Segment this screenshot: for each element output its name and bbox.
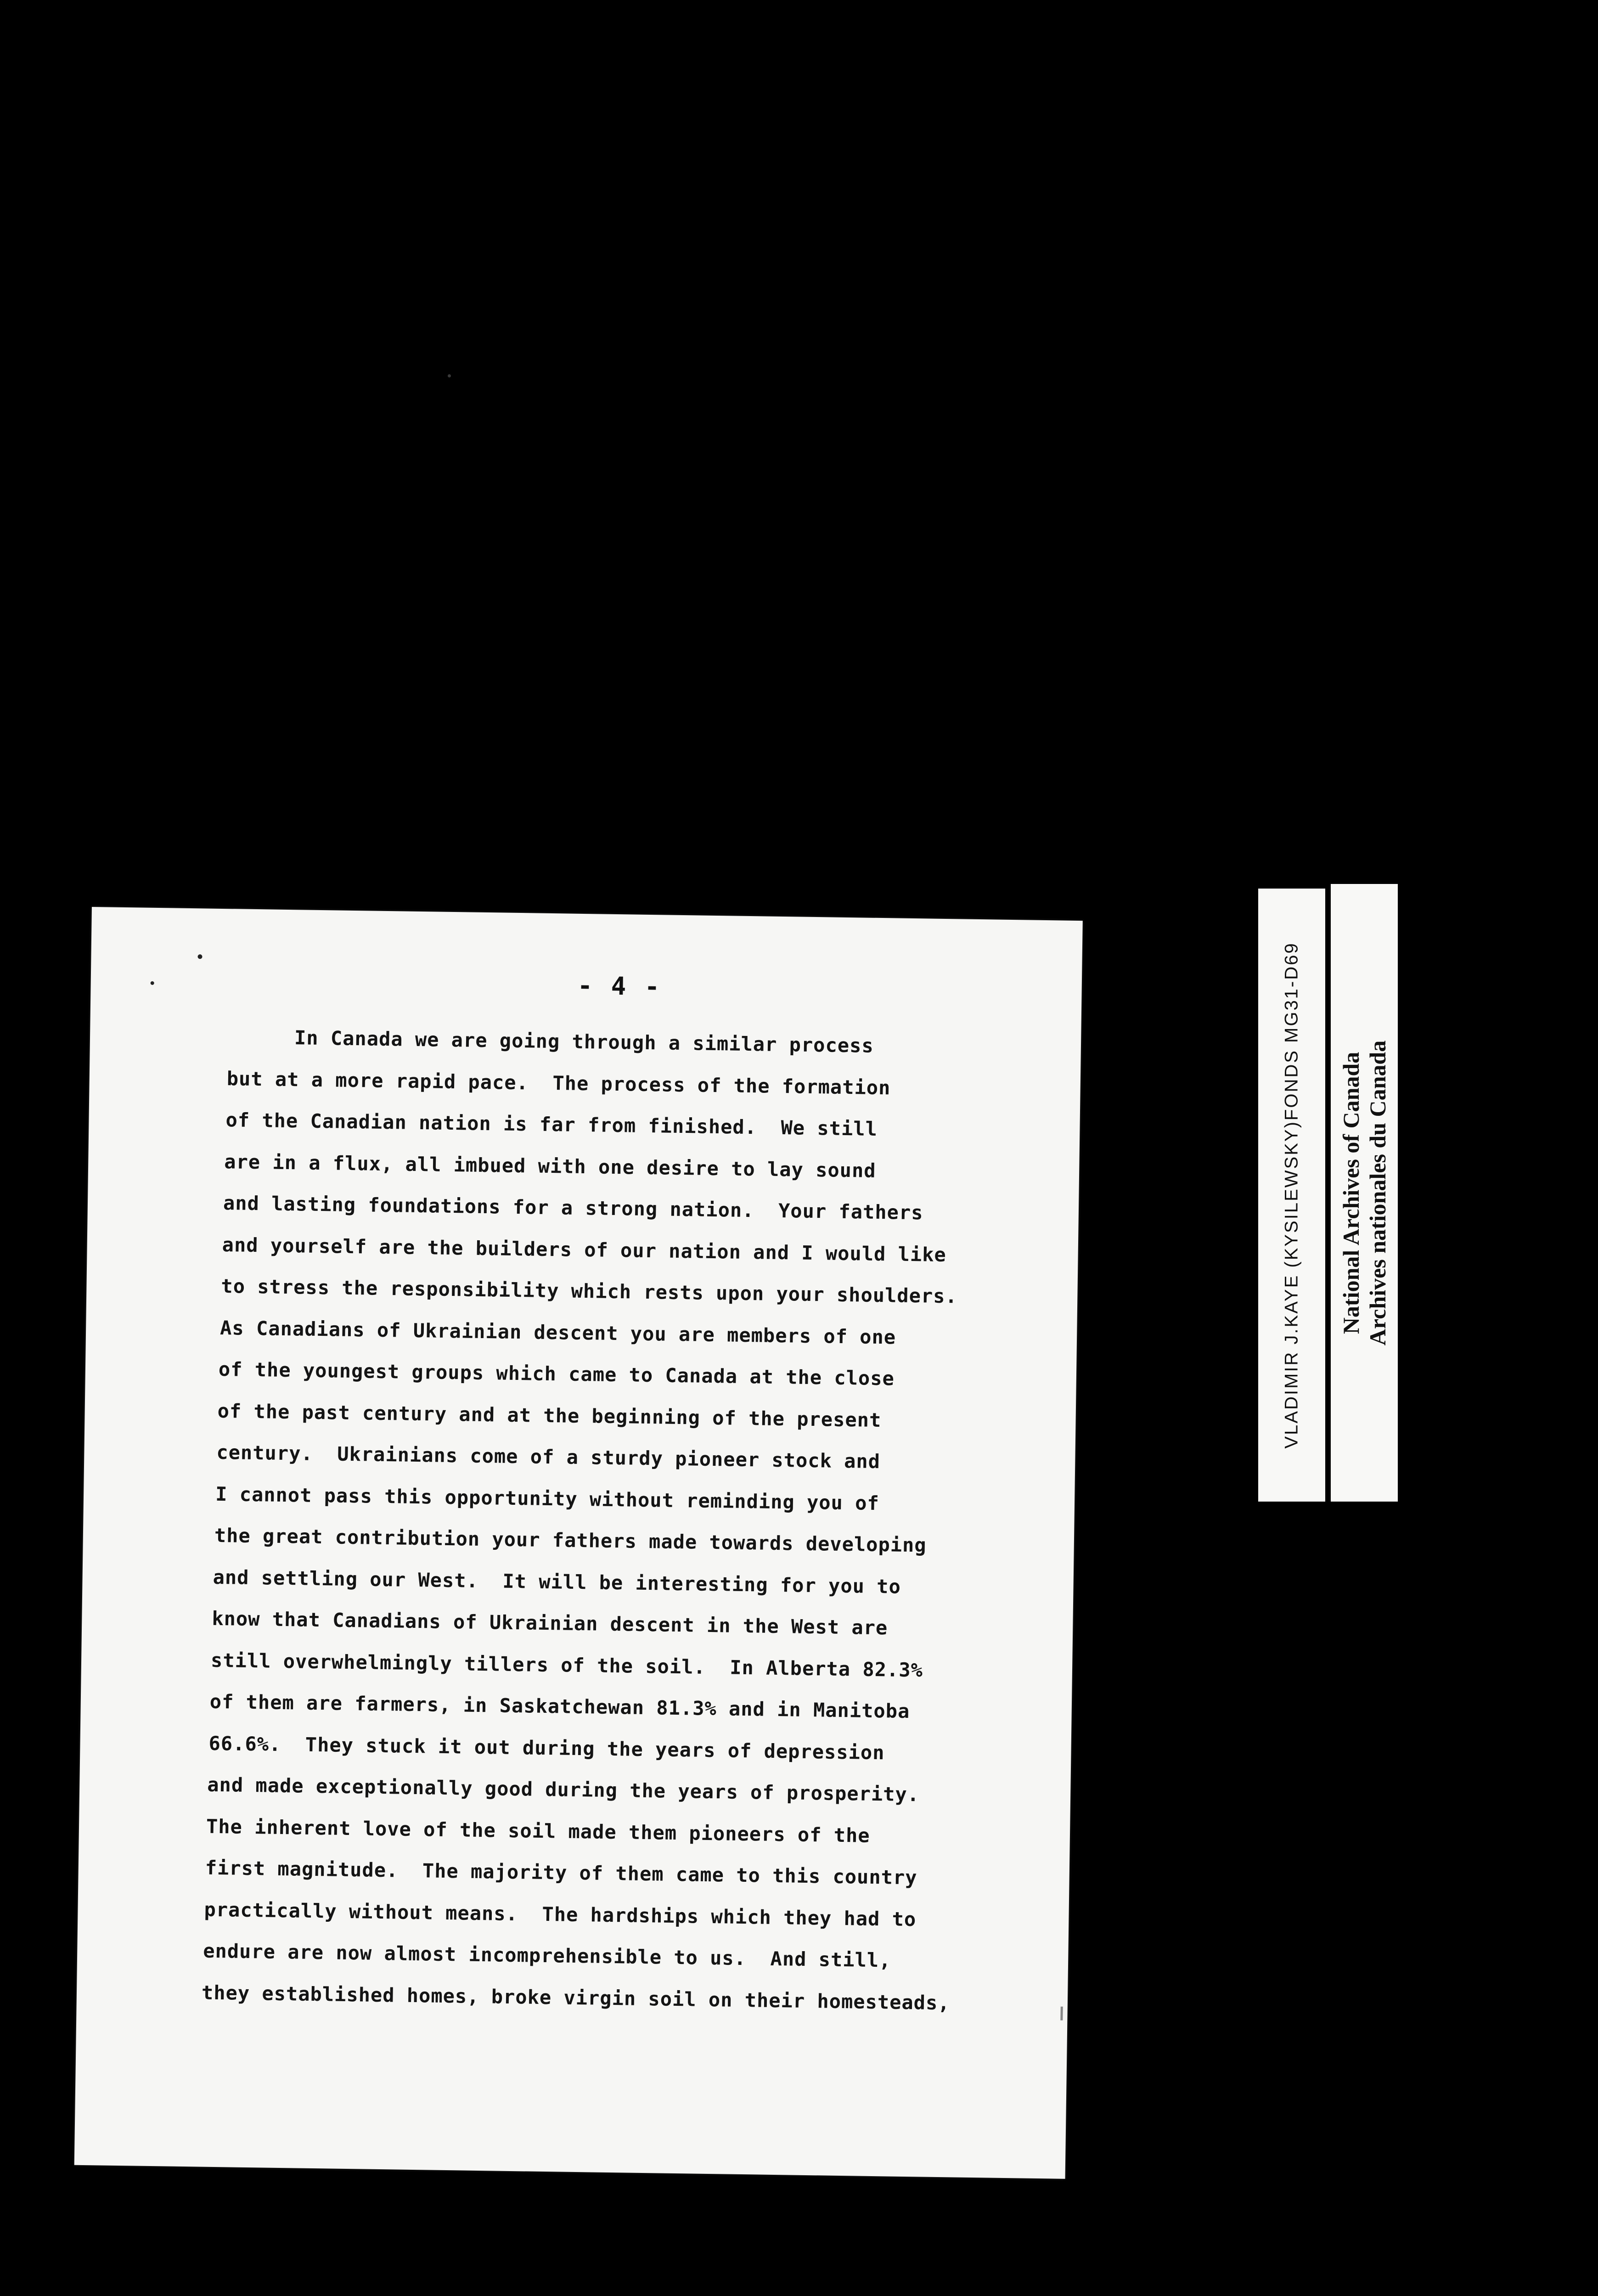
text-line: of the past century and at the beginning of the present: [217, 1399, 882, 1432]
text-line: practically without means. The hardships which they had to: [204, 1898, 917, 1931]
text-line: but at a more rapid pace. The process of the formation: [226, 1067, 891, 1099]
text-line: still overwhelmingly tillers of the soil. In Alberta 82.3%: [210, 1649, 923, 1682]
text-line: they established homes, broke virgin soil on their homesteads,: [201, 1981, 950, 2015]
text-line: the great contribution your fathers made towards developing: [214, 1524, 927, 1557]
archive-label: [1338, 1040, 1391, 1345]
document-page: [74, 907, 1083, 2179]
fonds-label-strip: [1258, 889, 1325, 1502]
text-line: century. Ukrainians come of a sturdy pioneer stock and: [216, 1441, 881, 1473]
text-line: to stress the responsibility which rests upon your shoulders.: [221, 1275, 958, 1308]
text-line: and settling our West. It will be interesting for you to: [213, 1565, 901, 1598]
film-speck: [448, 374, 451, 377]
body-text: [201, 1026, 1036, 2015]
text-line: 66.6%. They stuck it out during the years of depression: [208, 1732, 885, 1764]
text-line: of them are farmers, in Saskatchewan 81.3% and in Manitoba: [209, 1690, 910, 1723]
page-edge-mark: [1060, 2007, 1063, 2020]
text-line: The inherent love of the soil made them pioneers of the: [206, 1815, 871, 1847]
fonds-label: VLADIMIR J.KAYE (KYSILEWSKY)FONDS MG31-D69: [1281, 941, 1302, 1449]
text-line: know that Canadians of Ukrainian descent in the West are: [212, 1607, 888, 1639]
text-line: In Canada we are going through a similar process: [294, 1026, 874, 1057]
text-line: are in a flux, all imbued with one desire to lay sound: [224, 1150, 876, 1182]
page-mark: [197, 954, 202, 959]
text-line: and yourself are the builders of our nation and I would like: [222, 1233, 947, 1266]
text-line: and lasting foundations for a strong nation. Your fathers: [223, 1192, 923, 1224]
page-mark: [151, 981, 154, 985]
archive-name-en: National Archives of Canada: [1338, 1052, 1364, 1334]
text-line: endure are now almost incomprehensible to us. And still,: [203, 1939, 891, 1972]
archive-name-fr: Archives nationales du Canada: [1365, 1040, 1390, 1345]
text-line: As Canadians of Ukrainian descent you are members of one: [219, 1316, 896, 1349]
page-number: - 4 -: [577, 971, 662, 1002]
text-line: and made exceptionally good during the years of prosperity.: [207, 1773, 920, 1806]
text-line: I cannot pass this opportunity without reminding you of: [215, 1482, 880, 1515]
text-line: of the youngest groups which came to Canada at the close: [218, 1357, 895, 1390]
text-line: first magnitude. The majority of them came to this country: [205, 1856, 917, 1889]
text-line: of the Canadian nation is far from finished. We still: [225, 1109, 878, 1140]
archive-label-strip: [1331, 884, 1398, 1502]
